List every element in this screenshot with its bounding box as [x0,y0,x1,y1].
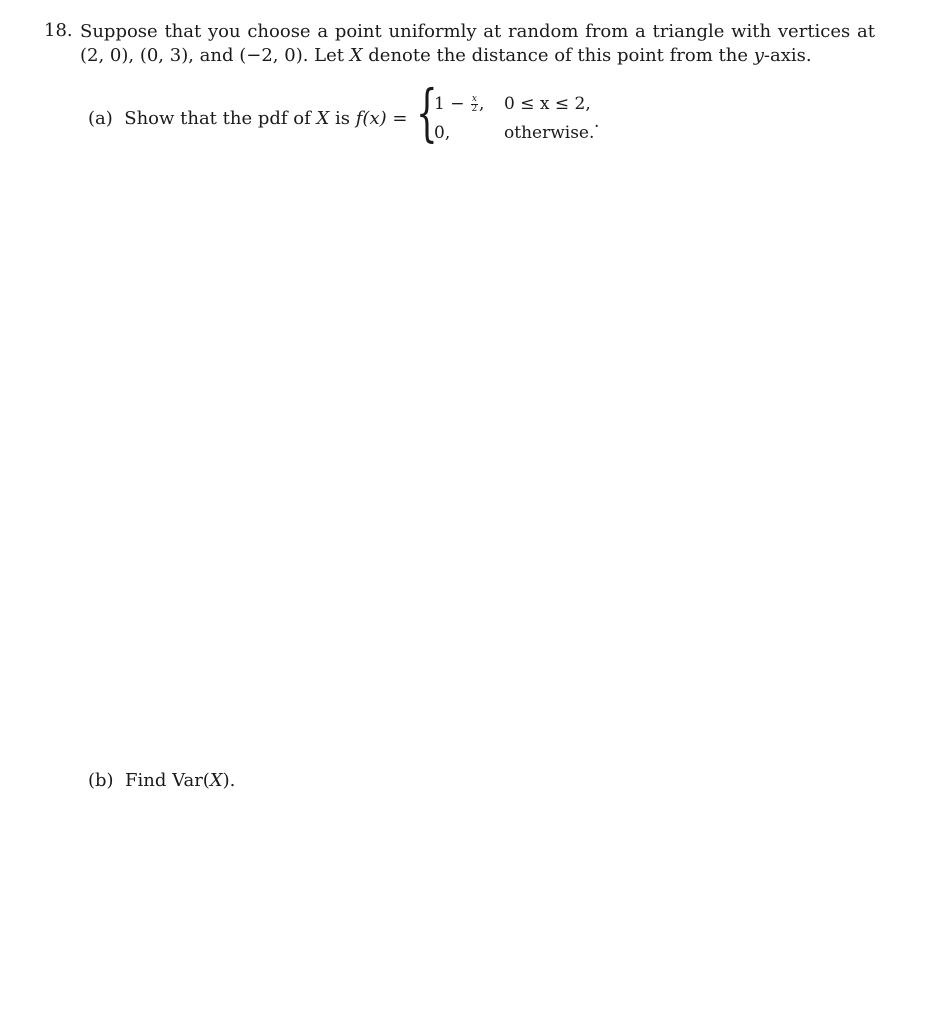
trailing-period: . [594,112,600,132]
part-a-label: (a) [88,108,113,129]
part-b-variable-x: X [209,770,223,791]
part-b-label: (b) [88,770,114,791]
problem-number: 18. [44,20,73,41]
part-a-function: f(x) = [355,108,408,129]
case-1-fraction [471,95,478,114]
fraction-denominator: 2 [471,104,478,114]
part-a-is: is [329,108,356,129]
stem-distance-text: denote the distance of this point from the [362,45,754,66]
problem-stem-line-1: Suppose that you choose a point uniformly at random from a triangle with vertices at [80,21,875,42]
part-a-text: Show that the pdf of [124,108,317,129]
case-1-lead: 1 − [434,94,465,114]
part-b-text: Find Var( [125,770,210,791]
case-1-condition: 0 ≤ x ≤ 2, [504,94,591,114]
part-b-close: ). [222,770,236,791]
case-1-expression [434,94,484,114]
stem-vertices-text: (2, 0), (0, 3), and (−2, 0). Let [80,45,350,66]
part-a [88,108,407,129]
stem-axis-text: -axis. [763,45,812,66]
case-2-condition: otherwise. [504,123,595,143]
case-2-expression: 0, [434,123,451,143]
stem-variable-x: X [349,45,363,66]
stem-variable-y: y [753,45,764,66]
piecewise-definition [416,76,616,154]
left-brace: { [416,76,438,149]
case-1-comma: , [478,94,485,114]
part-b [88,770,235,791]
part-a-variable-x: X [316,108,330,129]
problem-stem-line-2 [80,44,875,68]
fraction-numerator: x [471,94,477,104]
